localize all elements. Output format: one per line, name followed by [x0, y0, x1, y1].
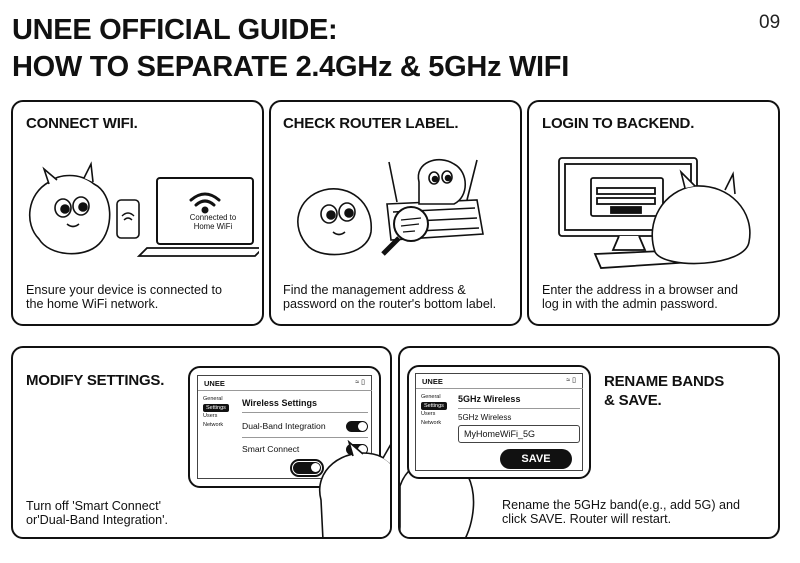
phone-icon: [117, 200, 139, 238]
ui-brand: UNEE: [422, 377, 443, 386]
sidebar-item-users[interactable]: Users: [421, 411, 436, 417]
step-heading: CONNECT WIFI.: [26, 115, 138, 132]
monitor-illustration: [535, 142, 775, 272]
settings-sidebar: [421, 393, 447, 427]
step-card-login-backend: [527, 100, 780, 326]
section-title: Wireless Settings: [242, 398, 317, 408]
tablet-device: [407, 365, 591, 479]
step-description: Rename the 5GHz band(e.g., add 5G) and click SAVE. Router will restart.: [502, 498, 741, 526]
step-heading: RENAME BANDS & SAVE.: [604, 373, 725, 409]
step-heading: CHECK ROUTER LABEL.: [283, 115, 459, 132]
tablet-screen: [415, 373, 583, 471]
step-card-connect-wifi: [11, 100, 264, 326]
monster-mascot: [313, 440, 392, 539]
sidebar-item-network[interactable]: Network: [203, 421, 224, 428]
monster-mascot: [30, 164, 110, 254]
sidebar-item-general[interactable]: General: [203, 396, 223, 402]
field-label: 5GHz Wireless: [458, 413, 512, 422]
step-heading: LOGIN TO BACKEND.: [542, 115, 695, 132]
step-description: Find the management address & password on the router's bottom label.: [283, 283, 497, 311]
page-number: 09: [759, 12, 781, 33]
option-smart-connect-label: Smart Connect: [242, 444, 300, 454]
step-heading: MODIFY SETTINGS.: [26, 372, 165, 389]
battery-icon: ▯: [572, 377, 576, 384]
wifi-icon: ≈: [566, 377, 571, 384]
title-line-1: UNEE OFFICIAL GUIDE:: [12, 14, 338, 46]
monster-mascot: [298, 189, 371, 255]
step-description: Enter the address in a browser and log in with the admin password.: [542, 283, 739, 311]
ui-brand: UNEE: [204, 379, 225, 388]
step-card-modify-settings: [11, 346, 392, 539]
step-card-check-router: [269, 100, 522, 326]
status-icons: [566, 376, 576, 384]
step-card-rename-bands: [398, 346, 780, 539]
connect-wifi-illustration: [19, 144, 259, 274]
status-icons: [355, 378, 365, 386]
sidebar-item-general[interactable]: General: [421, 394, 441, 400]
sidebar-item-users[interactable]: Users: [203, 413, 218, 419]
sidebar-item-settings[interactable]: Settings: [203, 404, 229, 413]
sidebar-item-settings[interactable]: Settings: [421, 402, 447, 411]
step-description: Ensure your device is connected to the home WiFi network.: [26, 283, 223, 311]
title-line-2: HOW TO SEPARATE 2.4GHz & 5GHz WIFI: [12, 51, 569, 83]
laptop-status-text: Connected to Home WiFi: [189, 213, 237, 231]
step-description: Turn off 'Smart Connect' or'Dual-Band Integration'.: [26, 499, 169, 527]
page-title: [12, 12, 569, 86]
dual-band-toggle[interactable]: [346, 421, 368, 432]
sidebar-item-network[interactable]: Network: [421, 419, 442, 426]
save-button[interactable]: SAVE: [500, 449, 572, 469]
option-dual-band-label: Dual-Band Integration: [242, 421, 326, 431]
router-illustration: [279, 142, 519, 272]
battery-icon: ▯: [361, 379, 365, 386]
settings-sidebar: [203, 395, 229, 429]
monster-mascot: [418, 160, 465, 204]
wifi-icon: ≈: [355, 379, 360, 386]
section-title: 5GHz Wireless: [458, 394, 521, 404]
ssid-5ghz-input[interactable]: MyHomeWiFi_5G: [458, 425, 580, 443]
